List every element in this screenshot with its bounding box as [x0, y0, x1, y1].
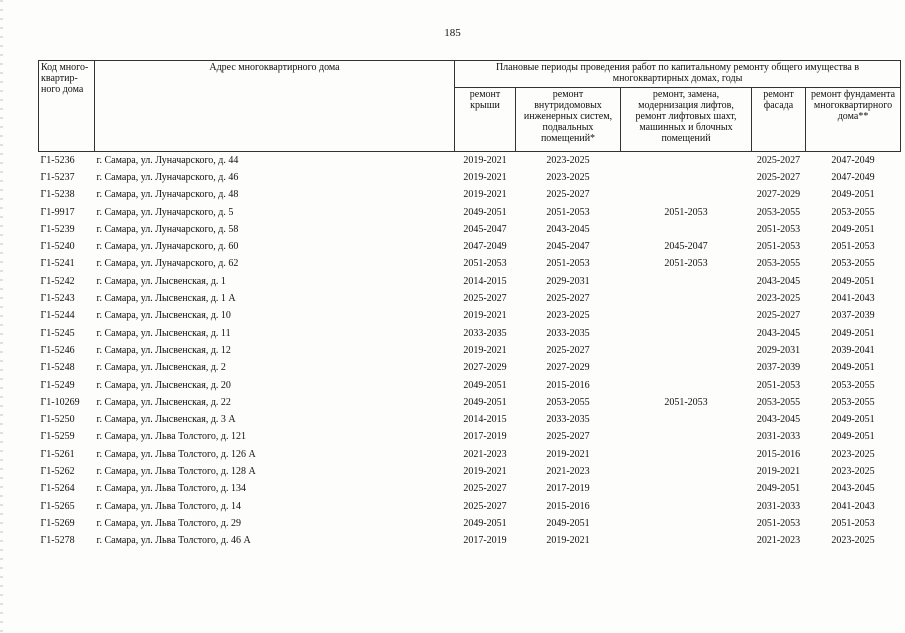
cell-foundation: 2037-2039: [831, 310, 875, 322]
cell-engineering: 2051-2053: [546, 206, 590, 218]
cell-foundation: 2053-2055: [831, 206, 875, 218]
cell-engineering: 2023-2025: [546, 310, 590, 322]
cell-address: г. Самара, ул. Льва Толстого, д. 46 А: [96, 535, 251, 547]
cell-roof: 2019-2021: [463, 189, 507, 201]
cell-code: Г1-5238: [40, 189, 75, 201]
cell-roof: 2025-2027: [463, 500, 507, 512]
cell-elevators: [621, 221, 752, 238]
cell-facade: 2025-2027: [756, 171, 801, 183]
cell-engineering: 2049-2051: [546, 517, 590, 529]
cell-facade: 2053-2055: [756, 396, 801, 408]
cell-elevators: 2045-2047: [664, 241, 708, 253]
cell-address: г. Самара, ул. Льва Толстого, д. 29: [96, 517, 241, 529]
header-facade: ремонт фасада: [752, 88, 806, 152]
cell-facade: 2023-2025: [756, 293, 801, 305]
cell-foundation: 2049-2051: [831, 327, 875, 339]
cell-code: Г1-5244: [40, 310, 75, 322]
cell-code: Г1-5241: [40, 258, 75, 270]
cell-elevators: [621, 446, 752, 463]
cell-foundation: 2049-2051: [831, 414, 875, 426]
cell-roof: 2019-2021: [463, 154, 507, 166]
cell-engineering: 2033-2035: [546, 414, 590, 426]
table-row: [39, 498, 901, 515]
cell-address: г. Самара, ул. Луначарского, д. 58: [96, 223, 239, 235]
cell-facade: 2043-2045: [756, 327, 801, 339]
header-roof: ремонт крыши: [455, 88, 516, 152]
cell-code: Г1-5243: [40, 293, 75, 305]
cell-elevators: [621, 360, 752, 377]
cell-facade: 2049-2051: [756, 483, 801, 495]
cell-engineering: 2023-2025: [546, 154, 590, 166]
header-code: Код много-квартир-ного дома: [39, 61, 95, 152]
cell-engineering: 2015-2016: [546, 379, 590, 391]
cell-foundation: 2049-2051: [831, 275, 875, 287]
cell-roof: 2049-2051: [463, 396, 507, 408]
table-row: [39, 394, 901, 411]
cell-address: г. Самара, ул. Лысвенская, д. 12: [96, 344, 231, 356]
cell-facade: 2021-2023: [756, 535, 801, 547]
header-foundation: ремонт фундамента многоквартирного дома**: [806, 88, 901, 152]
table-row: [39, 446, 901, 463]
cell-address: г. Самара, ул. Льва Толстого, д. 128 А: [96, 465, 256, 477]
cell-address: г. Самара, ул. Лысвенская, д. 1 А: [96, 293, 236, 305]
cell-foundation: 2051-2053: [831, 517, 875, 529]
cell-engineering: 2029-2031: [546, 275, 590, 287]
table-row: [39, 515, 901, 532]
cell-address: г. Самара, ул. Лысвенская, д. 10: [96, 310, 231, 322]
cell-code: Г1-9917: [40, 206, 75, 218]
cell-code: Г1-5259: [40, 431, 75, 443]
cell-foundation: 2023-2025: [831, 448, 875, 460]
cell-foundation: 2053-2055: [831, 379, 875, 391]
cell-foundation: 2041-2043: [831, 500, 875, 512]
cell-elevators: [621, 187, 752, 204]
cell-roof: 2019-2021: [463, 310, 507, 322]
cell-address: г. Самара, ул. Лысвенская, д. 22: [96, 396, 231, 408]
cell-code: Г1-5265: [40, 500, 75, 512]
cell-address: г. Самара, ул. Луначарского, д. 5: [96, 206, 234, 218]
cell-code: Г1-5239: [40, 223, 75, 235]
cell-roof: 2051-2053: [463, 258, 507, 270]
header-elevators: ремонт, замена, модернизация лифтов, ремонт лифтовых шахт, машинных и блочных помещений: [621, 88, 752, 152]
cell-address: г. Самара, ул. Луначарского, д. 46: [96, 171, 239, 183]
cell-code: Г1-5264: [40, 483, 75, 495]
cell-address: г. Самара, ул. Луначарского, д. 62: [96, 258, 239, 270]
cell-facade: 2027-2029: [756, 189, 801, 201]
cell-elevators: [621, 429, 752, 446]
table-row: [39, 204, 901, 221]
cell-elevators: [621, 169, 752, 186]
cell-foundation: 2047-2049: [831, 171, 875, 183]
cell-engineering: 2015-2016: [546, 500, 590, 512]
cell-address: г. Самара, ул. Лысвенская, д. 2: [96, 362, 226, 374]
cell-address: г. Самара, ул. Льва Толстого, д. 121: [96, 431, 246, 443]
scan-edge-artifact: [0, 0, 3, 633]
cell-facade: 2015-2016: [756, 448, 801, 460]
cell-address: г. Самара, ул. Лысвенская, д. 20: [96, 379, 231, 391]
header-periods: Плановые периоды проведения работ по капитальному ремонту общего имущества в многоквартирных домах, годы: [455, 61, 901, 88]
cell-facade: 2031-2033: [756, 500, 801, 512]
cell-foundation: 2049-2051: [831, 362, 875, 374]
cell-engineering: 2045-2047: [546, 241, 590, 253]
cell-foundation: 2039-2041: [831, 344, 875, 356]
cell-code: Г1-5278: [40, 535, 75, 547]
cell-address: г. Самара, ул. Льва Толстого, д. 134: [96, 483, 246, 495]
cell-roof: 2045-2047: [463, 223, 507, 235]
cell-facade: 2051-2053: [756, 241, 801, 253]
header-address: Адрес многоквартирного дома: [95, 61, 455, 152]
cell-elevators: [621, 515, 752, 532]
cell-address: г. Самара, ул. Льва Толстого, д. 14: [96, 500, 241, 512]
table-row: [39, 273, 901, 290]
cell-facade: 2031-2033: [756, 431, 801, 443]
header-engineering: ремонт внутридомовых инженерных систем, подвальных помещений*: [516, 88, 621, 152]
cell-engineering: 2025-2027: [546, 189, 590, 201]
cell-engineering: 2033-2035: [546, 327, 590, 339]
cell-elevators: [621, 533, 752, 550]
cell-roof: 2033-2035: [463, 327, 507, 339]
table-row: [39, 463, 901, 480]
cell-elevators: 2051-2053: [664, 206, 708, 218]
cell-roof: 2014-2015: [463, 275, 507, 287]
cell-engineering: 2051-2053: [546, 258, 590, 270]
cell-foundation: 2053-2055: [831, 396, 875, 408]
cell-address: г. Самара, ул. Луначарского, д. 48: [96, 189, 239, 201]
cell-code: Г1-5269: [40, 517, 75, 529]
cell-code: Г1-5240: [40, 241, 75, 253]
cell-address: г. Самара, ул. Лысвенская, д. 3 А: [96, 414, 236, 426]
cell-elevators: 2051-2053: [664, 396, 708, 408]
cell-foundation: 2047-2049: [831, 154, 875, 166]
cell-roof: 2025-2027: [463, 293, 507, 305]
cell-foundation: 2023-2025: [831, 465, 875, 477]
cell-roof: 2049-2051: [463, 517, 507, 529]
cell-elevators: [621, 342, 752, 359]
table-row: [39, 342, 901, 359]
cell-elevators: [621, 377, 752, 394]
cell-facade: 2025-2027: [756, 310, 801, 322]
cell-facade: 2029-2031: [756, 344, 801, 356]
cell-facade: 2051-2053: [756, 223, 801, 235]
cell-elevators: [621, 481, 752, 498]
cell-code: Г1-5262: [40, 465, 75, 477]
cell-facade: 2019-2021: [756, 465, 801, 477]
cell-foundation: 2041-2043: [831, 293, 875, 305]
cell-roof: 2025-2027: [463, 483, 507, 495]
cell-foundation: 2043-2045: [831, 483, 875, 495]
cell-code: Г1-5248: [40, 362, 75, 374]
cell-engineering: 2019-2021: [546, 448, 590, 460]
table-row: [39, 481, 901, 498]
cell-roof: 2027-2029: [463, 362, 507, 374]
cell-elevators: [621, 498, 752, 515]
cell-address: г. Самара, ул. Луначарского, д. 44: [96, 154, 239, 166]
cell-address: г. Самара, ул. Лысвенская, д. 1: [96, 275, 226, 287]
cell-elevators: [621, 411, 752, 428]
cell-facade: 2043-2045: [756, 275, 801, 287]
cell-elevators: [621, 325, 752, 342]
cell-roof: 2019-2021: [463, 465, 507, 477]
cell-facade: 2053-2055: [756, 206, 801, 218]
table-row: [39, 377, 901, 394]
cell-engineering: 2025-2027: [546, 431, 590, 443]
table-row: [39, 256, 901, 273]
table-row: [39, 360, 901, 377]
table-row: [39, 169, 901, 186]
cell-roof: 2019-2021: [463, 171, 507, 183]
table-row: [39, 221, 901, 238]
cell-code: Г1-5237: [40, 171, 75, 183]
cell-roof: 2017-2019: [463, 535, 507, 547]
table-row: [39, 152, 901, 170]
cell-code: Г1-5245: [40, 327, 75, 339]
cell-elevators: [621, 152, 752, 170]
cell-facade: 2037-2039: [756, 362, 801, 374]
table-row: [39, 429, 901, 446]
cell-address: г. Самара, ул. Луначарского, д. 60: [96, 241, 239, 253]
table-row: [39, 187, 901, 204]
cell-facade: 2053-2055: [756, 258, 801, 270]
cell-facade: 2051-2053: [756, 379, 801, 391]
cell-code: Г1-5261: [40, 448, 75, 460]
cell-engineering: 2027-2029: [546, 362, 590, 374]
cell-engineering: 2053-2055: [546, 396, 590, 408]
table-row: [39, 290, 901, 307]
cell-facade: 2051-2053: [756, 517, 801, 529]
page-number: 185: [444, 27, 461, 39]
cell-facade: 2025-2027: [756, 154, 801, 166]
cell-code: Г1-5246: [40, 344, 75, 356]
cell-foundation: 2049-2051: [831, 189, 875, 201]
cell-roof: 2017-2019: [463, 431, 507, 443]
table-body: [39, 152, 901, 550]
cell-code: Г1-5250: [40, 414, 75, 426]
cell-roof: 2021-2023: [463, 448, 507, 460]
cell-foundation: 2051-2053: [831, 241, 875, 253]
cell-address: г. Самара, ул. Лысвенская, д. 11: [96, 327, 231, 339]
cell-elevators: [621, 273, 752, 290]
cell-roof: 2049-2051: [463, 206, 507, 218]
table-row: [39, 238, 901, 255]
cell-elevators: [621, 463, 752, 480]
cell-elevators: 2051-2053: [664, 258, 708, 270]
cell-code: Г1-10269: [40, 396, 80, 408]
cell-foundation: 2053-2055: [831, 258, 875, 270]
table-row: [39, 308, 901, 325]
cell-engineering: 2021-2023: [546, 465, 590, 477]
cell-engineering: 2043-2045: [546, 223, 590, 235]
cell-engineering: 2025-2027: [546, 344, 590, 356]
cell-code: Г1-5236: [40, 154, 75, 166]
cell-foundation: 2023-2025: [831, 535, 875, 547]
cell-foundation: 2049-2051: [831, 431, 875, 443]
cell-roof: 2047-2049: [463, 241, 507, 253]
cell-elevators: [621, 290, 752, 307]
table-row: [39, 325, 901, 342]
cell-address: г. Самара, ул. Льва Толстого, д. 126 А: [96, 448, 256, 460]
cell-roof: 2019-2021: [463, 344, 507, 356]
capital-repair-table: [38, 60, 901, 550]
cell-roof: 2014-2015: [463, 414, 507, 426]
cell-facade: 2043-2045: [756, 414, 801, 426]
cell-foundation: 2049-2051: [831, 223, 875, 235]
cell-roof: 2049-2051: [463, 379, 507, 391]
table-row: [39, 533, 901, 550]
cell-engineering: 2025-2027: [546, 293, 590, 305]
cell-engineering: 2023-2025: [546, 171, 590, 183]
cell-engineering: 2019-2021: [546, 535, 590, 547]
cell-engineering: 2017-2019: [546, 483, 590, 495]
cell-elevators: [621, 308, 752, 325]
cell-code: Г1-5249: [40, 379, 75, 391]
cell-code: Г1-5242: [40, 275, 75, 287]
table-row: [39, 411, 901, 428]
